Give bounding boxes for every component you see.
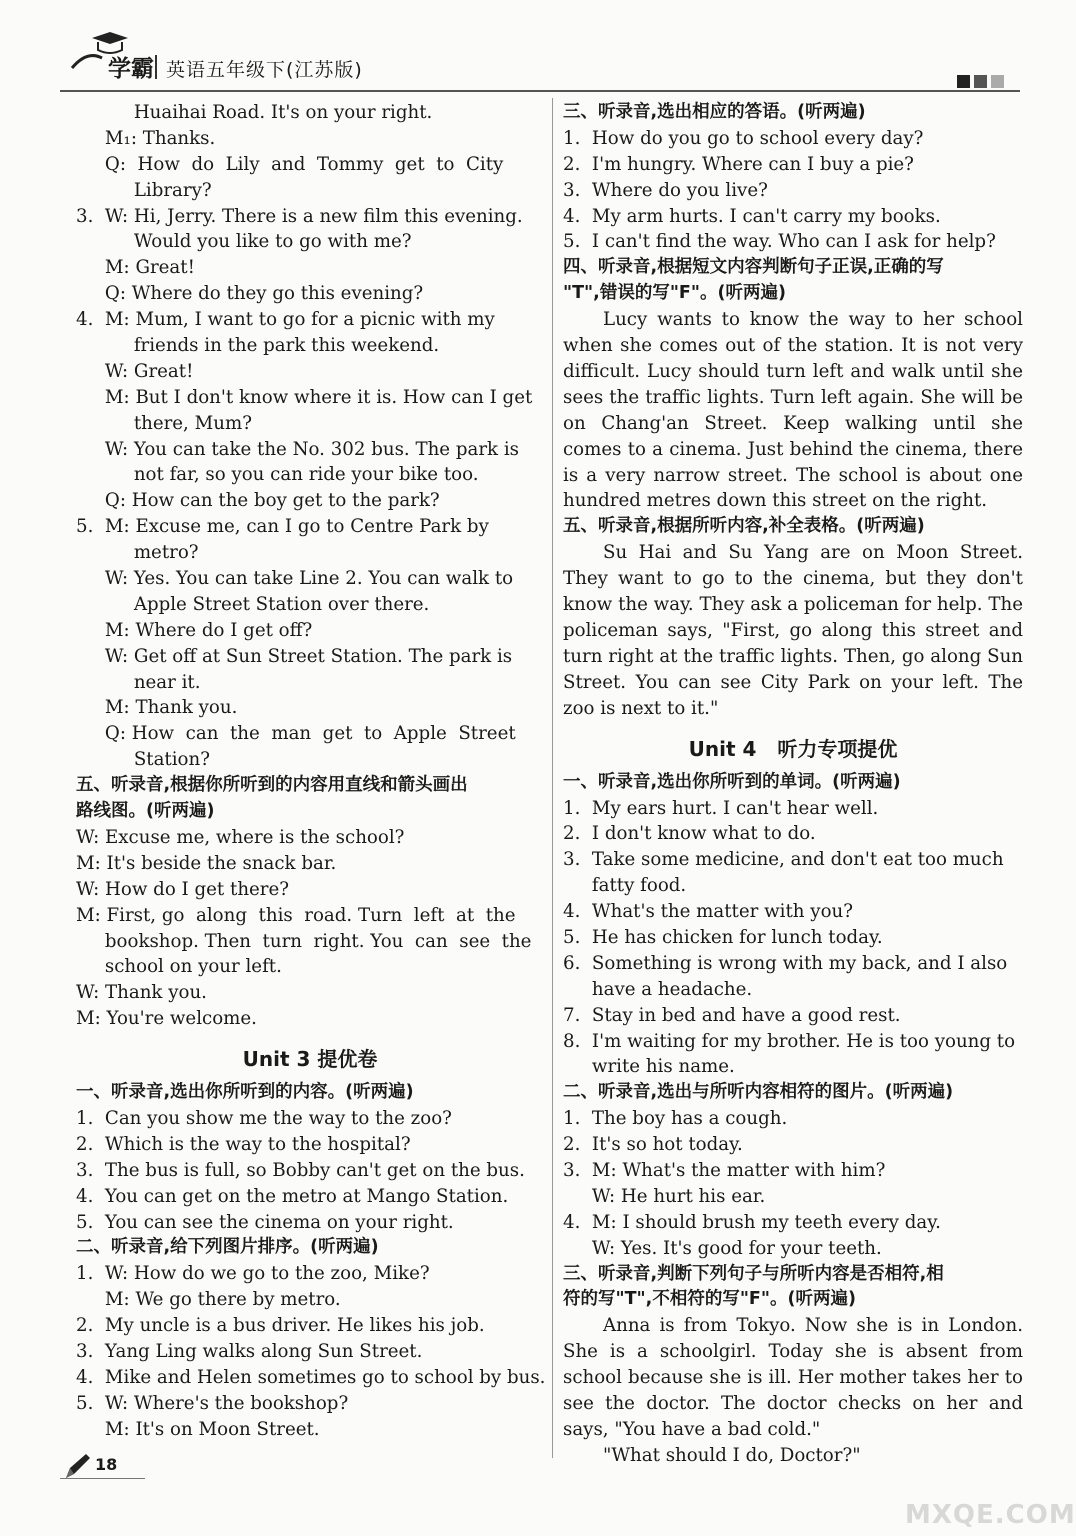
text-line: 5. M: Excuse me, can I go to Centre Park by (76, 516, 489, 538)
right-column (563, 100, 1023, 1469)
text-line: 8. I'm waiting for my brother. He is too young to (563, 1030, 1016, 1052)
text-line: 6. Something is wrong with my back, and I also (563, 952, 1008, 974)
text-line: M: Great! (76, 257, 195, 279)
unit-title: Unit 4 听力专项提优 (688, 736, 898, 761)
section-heading: 五、听录音,根据所听内容,补全表格。(听两遍) (563, 516, 925, 537)
footer-rule (60, 1478, 145, 1479)
text-line: W: Get off at Sun Street Station. The park is (76, 645, 513, 667)
text-line: Q: How do Lily and Tommy get to City (76, 153, 504, 175)
text-line: M: But I don't know where it is. How can I get (76, 386, 533, 408)
passage-paragraph: Lucy wants to know the way to her school when she comes out of the station. It is not very difficult. Lucy should turn left and walk until she sees the traffic lights. Turn left again. She will be on Chang'an Street. Keep walking until she comes to a cinema. Just behind the cinema, there is a very narrow street. The school is about one hundred metres down this street on the right. (563, 309, 1023, 512)
section-heading: "T",错误的写"F"。(听两遍) (563, 283, 787, 304)
text-line: M: Thank you. (76, 697, 238, 719)
text-line: W: How do I get there? (76, 878, 290, 900)
text-line: not far, so you can ride your bike too. (76, 464, 479, 486)
text-line: 4. What's the matter with you? (563, 901, 853, 923)
text-line: M: It's beside the snack bar. (76, 852, 337, 874)
text-line: M: You're welcome. (76, 1008, 257, 1030)
text-line: 3. The bus is full, so Bobby can't get on the bus. (76, 1159, 525, 1181)
text-line: W: Thank you. (76, 982, 207, 1004)
text-line: W: He hurt his ear. (563, 1185, 766, 1207)
header-separator (155, 55, 157, 79)
book-title: 英语五年级下(江苏版) (166, 59, 363, 81)
section-heading: 三、听录音,判断下列句子与所听内容是否相符,相 (563, 1263, 944, 1284)
text-line: W: Yes. It's good for your teeth. (563, 1237, 882, 1259)
text-line: 3. Take some medicine, and don't eat too much (563, 849, 1004, 871)
text-line: there, Mum? (76, 412, 252, 434)
text-line: W: You can take the No. 302 bus. The park is (76, 438, 519, 460)
text-line: 1. Can you show me the way to the zoo? (76, 1107, 452, 1129)
text-line: Q: How can the man get to Apple Street (76, 723, 516, 745)
text-line: Apple Street Station over there. (76, 593, 430, 615)
text-line: near it. (76, 671, 201, 693)
unit-title: Unit 3 提优卷 (242, 1047, 378, 1072)
text-line: 1. The boy has a cough. (563, 1108, 788, 1130)
text-line: 5. He has chicken for lunch today. (563, 926, 883, 948)
passage-paragraph: "What should I do, Doctor?" (603, 1444, 861, 1466)
text-line: 4. M: I should brush my teeth every day. (563, 1211, 941, 1233)
text-line: fatty food. (563, 875, 687, 897)
text-line: M: First, go along this road. Turn left at the (76, 904, 516, 926)
text-line: 1. How do you go to school every day? (563, 127, 924, 149)
text-line: M₁: Thanks. (76, 127, 216, 149)
section-heading: 符的写"T",不相符的写"F"。(听两遍) (563, 1289, 857, 1310)
passage-paragraph: Su Hai and Su Yang are on Moon Street. They want to go to the cinema, but they don't know the way. They ask a policeman for help. The policeman says, "First, go along this street and turn right at the traffic lights. Then, go along Sun Street. You can see City Park on your left. The zoo is next to it." (563, 542, 1023, 719)
text-line: 4. M: Mum, I want to go for a picnic with my (76, 309, 495, 331)
section-heading: 二、听录音,给下列图片排序。(听两遍) (76, 1237, 379, 1258)
text-line: 7. Stay in bed and have a good rest. (563, 1004, 901, 1026)
header-rule (60, 90, 1020, 92)
page-header (0, 0, 1035, 95)
text-line: 3. Yang Ling walks along Sun Street. (76, 1340, 423, 1362)
text-line: 4. My arm hurts. I can't carry my books. (563, 205, 941, 227)
text-line: M: Where do I get off? (76, 619, 313, 641)
text-line: W: Excuse me, where is the school? (76, 826, 405, 848)
text-line: 3. W: Hi, Jerry. There is a new film this evening. (76, 205, 523, 227)
text-line: 4. You can get on the metro at Mango Station. (76, 1185, 509, 1207)
text-line: metro? (76, 542, 199, 564)
page-number: 18 (95, 1455, 118, 1474)
text-line: 1. My ears hurt. I can't hear well. (563, 797, 879, 819)
text-line: 5. You can see the cinema on your right. (76, 1211, 454, 1233)
section-heading: 五、听录音,根据你所听到的内容用直线和箭头画出 (76, 775, 468, 796)
text-line: 3. Where do you live? (563, 179, 768, 201)
text-line: write his name. (563, 1056, 735, 1078)
section-heading: 路线图。(听两遍) (76, 801, 215, 822)
text-line: 5. W: Where's the bookshop? (76, 1392, 349, 1414)
text-line: 2. I don't know what to do. (563, 823, 816, 845)
text-line: 2. My uncle is a bus driver. He likes his job. (76, 1315, 485, 1337)
text-line: 4. Mike and Helen sometimes go to school by bus. (76, 1366, 546, 1388)
section-heading: 四、听录音,根据短文内容判断句子正误,正确的写 (563, 257, 944, 278)
text-line: M: It's on Moon Street. (76, 1418, 320, 1440)
text-line: Would you like to go with me? (76, 231, 412, 253)
text-line: bookshop. Then turn right. You can see the (76, 930, 532, 952)
text-line: W: Great! (76, 360, 194, 382)
column-divider (552, 98, 553, 1458)
passage-paragraph: Anna is from Tokyo. Now she is in London. She is a schoolgirl. Today she is absent from school because she is ill. Her mother takes her to see the doctor. The doctor checks on her and says, "You have a bad cold." (563, 1315, 1023, 1440)
section-heading: 一、听录音,选出你所听到的内容。(听两遍) (76, 1082, 414, 1103)
section-heading: 一、听录音,选出你所听到的单词。(听两遍) (563, 771, 901, 792)
text-line: have a headache. (563, 978, 753, 1000)
text-line: school on your left. (76, 956, 282, 978)
text-line: 3. M: What's the matter with him? (563, 1159, 886, 1181)
brand-logo-text: 学霸 (108, 56, 154, 82)
text-line: 2. Which is the way to the hospital? (76, 1133, 411, 1155)
text-line: Huaihai Road. It's on your right. (76, 102, 433, 123)
text-line: W: Yes. You can take Line 2. You can walk to (76, 568, 514, 590)
text-line: Library? (76, 179, 212, 201)
text-line: 2. I'm hungry. Where can I buy a pie? (563, 153, 914, 175)
text-line: Q: Where do they go this evening? (76, 283, 424, 305)
text-line: 1. W: How do we go to the zoo, Mike? (76, 1263, 430, 1285)
text-line: 5. I can't find the way. Who can I ask for help? (563, 231, 996, 253)
text-line: Q: How can the boy get to the park? (76, 490, 440, 512)
watermark-url: MXQE.COM (905, 1500, 1076, 1530)
section-heading: 三、听录音,选出相应的答语。(听两遍) (563, 102, 866, 122)
text-line: friends in the park this weekend. (76, 335, 440, 357)
text-line: 2. It's so hot today. (563, 1134, 743, 1156)
section-heading: 二、听录音,选出与所听内容相符的图片。(听两遍) (563, 1082, 954, 1103)
left-column (76, 100, 544, 1443)
text-line: Station? (76, 749, 210, 771)
text-line: M: We go there by metro. (76, 1289, 341, 1311)
